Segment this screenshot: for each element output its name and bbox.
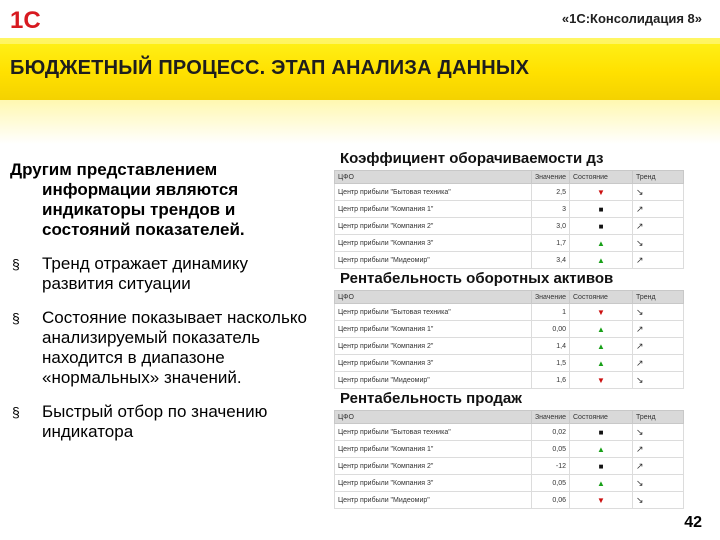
- state-up-icon: ▲: [570, 441, 633, 458]
- column-header[interactable]: Тренд: [633, 411, 684, 424]
- column-header[interactable]: Значение: [531, 291, 569, 304]
- trend-down-icon: ↘: [633, 424, 684, 441]
- indicator-panel-turnover: [334, 150, 684, 269]
- trend-down-icon: ↘: [633, 475, 684, 492]
- table-row[interactable]: Центр прибыли "Компания 3" 1,7 ▲ ↘: [335, 235, 684, 252]
- trend-down-icon: ↘: [633, 184, 684, 201]
- indicator-table: [334, 290, 684, 389]
- trend-up-icon: ↗: [633, 338, 684, 355]
- logo-text: 1С: [10, 7, 41, 33]
- bullet-item: § Тренд отражает динамику развития ситуации: [12, 254, 248, 293]
- table-row[interactable]: Центр прибыли "Мидеомир" 1,6 ▼ ↘: [335, 372, 684, 389]
- table-row[interactable]: Центр прибыли "Компания 2" -12 ■ ↗: [335, 458, 684, 475]
- state-down-icon: ▼: [570, 492, 633, 509]
- trend-down-icon: ↘: [633, 235, 684, 252]
- trend-up-icon: ↗: [633, 441, 684, 458]
- state-down-icon: ▼: [570, 184, 633, 201]
- column-header[interactable]: Тренд: [633, 291, 684, 304]
- bullet-item: § Быстрый отбор по значению индикатора: [12, 402, 268, 441]
- product-name: «1С:Консолидация 8»: [561, 11, 702, 26]
- intro-line-3: индикаторы трендов и: [42, 200, 236, 219]
- table-row[interactable]: Центр прибыли "Компания 1" 3 ■ ↗: [335, 201, 684, 218]
- bullet-item: § Состояние показывает насколько анализируемый показатель находится в диапазоне «нормальных» значений.: [12, 308, 307, 387]
- table-row[interactable]: Центр прибыли "Компания 3" 0,05 ▲ ↘: [335, 475, 684, 492]
- trend-up-icon: ↗: [633, 321, 684, 338]
- intro-paragraph: [10, 160, 310, 240]
- 1c-logo: [8, 5, 68, 33]
- panel-title: Коэффициент оборачиваемости дз: [340, 150, 604, 167]
- state-down-icon: ▼: [570, 372, 633, 389]
- state-neutral-icon: ■: [570, 424, 633, 441]
- page-number: 42: [684, 514, 702, 531]
- text-column: [10, 160, 310, 456]
- column-header[interactable]: ЦФО: [335, 411, 532, 424]
- state-up-icon: ▲: [570, 475, 633, 492]
- title-band: [0, 38, 720, 100]
- trend-up-icon: ↗: [633, 218, 684, 235]
- trend-down-icon: ↘: [633, 372, 684, 389]
- panel-title: Рентабельность продаж: [340, 390, 522, 407]
- table-row[interactable]: Центр прибыли "Мидеомир" 3,4 ▲ ↗: [335, 252, 684, 269]
- intro-line-4: состояний показателей.: [42, 220, 245, 239]
- column-header[interactable]: ЦФО: [335, 171, 532, 184]
- table-row[interactable]: Центр прибыли "Мидеомир" 0,06 ▼ ↘: [335, 492, 684, 509]
- trend-up-icon: ↗: [633, 355, 684, 372]
- trend-down-icon: ↘: [633, 304, 684, 321]
- trend-up-icon: ↗: [633, 458, 684, 475]
- column-header[interactable]: Значение: [531, 171, 569, 184]
- intro-line-1: Другим представлением: [10, 160, 218, 179]
- table-row[interactable]: Центр прибыли "Компания 2" 1,4 ▲ ↗: [335, 338, 684, 355]
- trend-down-icon: ↘: [633, 492, 684, 509]
- column-header[interactable]: Состояние: [570, 291, 633, 304]
- table-row[interactable]: Центр прибыли "Компания 1" 0,05 ▲ ↗: [335, 441, 684, 458]
- indicator-panel-sales-return: [334, 390, 684, 509]
- state-neutral-icon: ■: [570, 458, 633, 475]
- column-header[interactable]: Состояние: [570, 171, 633, 184]
- column-header[interactable]: Тренд: [633, 171, 684, 184]
- table-row[interactable]: Центр прибыли "Бытовая техника" 1 ▼ ↘: [335, 304, 684, 321]
- trend-up-icon: ↗: [633, 201, 684, 218]
- state-up-icon: ▲: [570, 252, 633, 269]
- bullet-square-icon: §: [12, 404, 20, 420]
- state-up-icon: ▲: [570, 355, 633, 372]
- indicator-table: [334, 410, 684, 509]
- indicator-panel-asset-return: [334, 270, 684, 389]
- slide-title: БЮДЖЕТНЫЙ ПРОЦЕСС. ЭТАП АНАЛИЗА ДАННЫХ: [10, 57, 530, 79]
- column-header[interactable]: ЦФО: [335, 291, 532, 304]
- table-row[interactable]: Центр прибыли "Компания 1" 0,00 ▲ ↗: [335, 321, 684, 338]
- table-row[interactable]: Центр прибыли "Компания 2" 3,0 ■ ↗: [335, 218, 684, 235]
- state-up-icon: ▲: [570, 338, 633, 355]
- table-row[interactable]: Центр прибыли "Бытовая техника" 0,02 ■ ↘: [335, 424, 684, 441]
- decorative-band: [0, 100, 720, 144]
- state-neutral-icon: ■: [570, 218, 633, 235]
- indicator-table: [334, 170, 684, 269]
- state-up-icon: ▲: [570, 321, 633, 338]
- table-row[interactable]: Центр прибыли "Бытовая техника" 2,5 ▼ ↘: [335, 184, 684, 201]
- state-neutral-icon: ■: [570, 201, 633, 218]
- bullet-square-icon: §: [12, 256, 20, 272]
- state-down-icon: ▼: [570, 304, 633, 321]
- column-header[interactable]: Значение: [531, 411, 569, 424]
- table-row[interactable]: Центр прибыли "Компания 3" 1,5 ▲ ↗: [335, 355, 684, 372]
- intro-line-2: информации являются: [42, 180, 239, 199]
- state-up-icon: ▲: [570, 235, 633, 252]
- panel-title: Рентабельность оборотных активов: [340, 270, 614, 287]
- column-header[interactable]: Состояние: [570, 411, 633, 424]
- bullet-square-icon: §: [12, 310, 20, 326]
- trend-up-icon: ↗: [633, 252, 684, 269]
